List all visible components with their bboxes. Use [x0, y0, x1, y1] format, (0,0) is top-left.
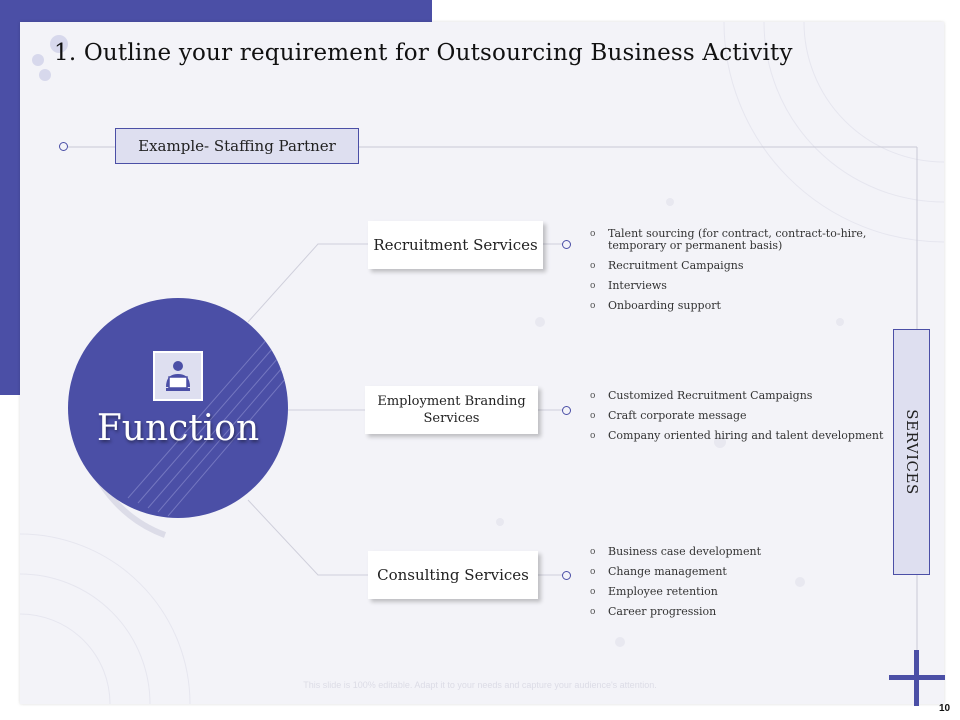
employment-branding-box — [365, 386, 538, 434]
person-laptop-icon — [153, 351, 203, 401]
function-label: Function — [96, 408, 260, 449]
list-item: o Recruitment Campaigns — [590, 260, 875, 272]
list-item: o Interviews — [590, 280, 875, 292]
bullet-node — [562, 571, 571, 580]
service-label: Consulting Services — [377, 565, 529, 584]
list-item: o Career progression — [590, 606, 875, 618]
plus-decoration-icon — [888, 648, 948, 708]
page-title: 1. Outline your requirement for Outsourcing Business Activity — [54, 40, 793, 66]
list-item: o Talent sourcing (for contract, contract-to-hire, temporary or permanent basis) — [590, 228, 875, 252]
service-label: Recruitment Services — [373, 235, 538, 254]
list-item: o Change management — [590, 566, 875, 578]
bullet-node — [562, 240, 571, 249]
example-label-box — [115, 128, 359, 164]
list-item: o Onboarding support — [590, 300, 875, 312]
recruitment-bullets — [590, 228, 875, 320]
branding-bullets — [590, 390, 890, 450]
list-item: o Employee retention — [590, 586, 875, 598]
list-item: o Business case development — [590, 546, 875, 558]
bullet-node — [562, 406, 571, 415]
consulting-bullets — [590, 546, 875, 626]
list-item: o Company oriented hiring and talent development — [590, 430, 890, 442]
list-item: o Customized Recruitment Campaigns — [590, 390, 890, 402]
list-item: o Craft corporate message — [590, 410, 890, 422]
recruitment-services-box — [368, 221, 543, 269]
example-node — [59, 142, 68, 151]
service-label: Employment Branding Services — [377, 394, 526, 426]
example-label: Example- Staffing Partner — [138, 137, 336, 155]
services-tab-label: SERVICES — [902, 409, 921, 495]
consulting-services-box — [368, 551, 538, 599]
page-number: 10 — [939, 703, 951, 714]
footer-note: This slide is 100% editable. Adapt it to your needs and capture your audience's attention. — [303, 680, 657, 690]
services-tab — [893, 329, 930, 575]
